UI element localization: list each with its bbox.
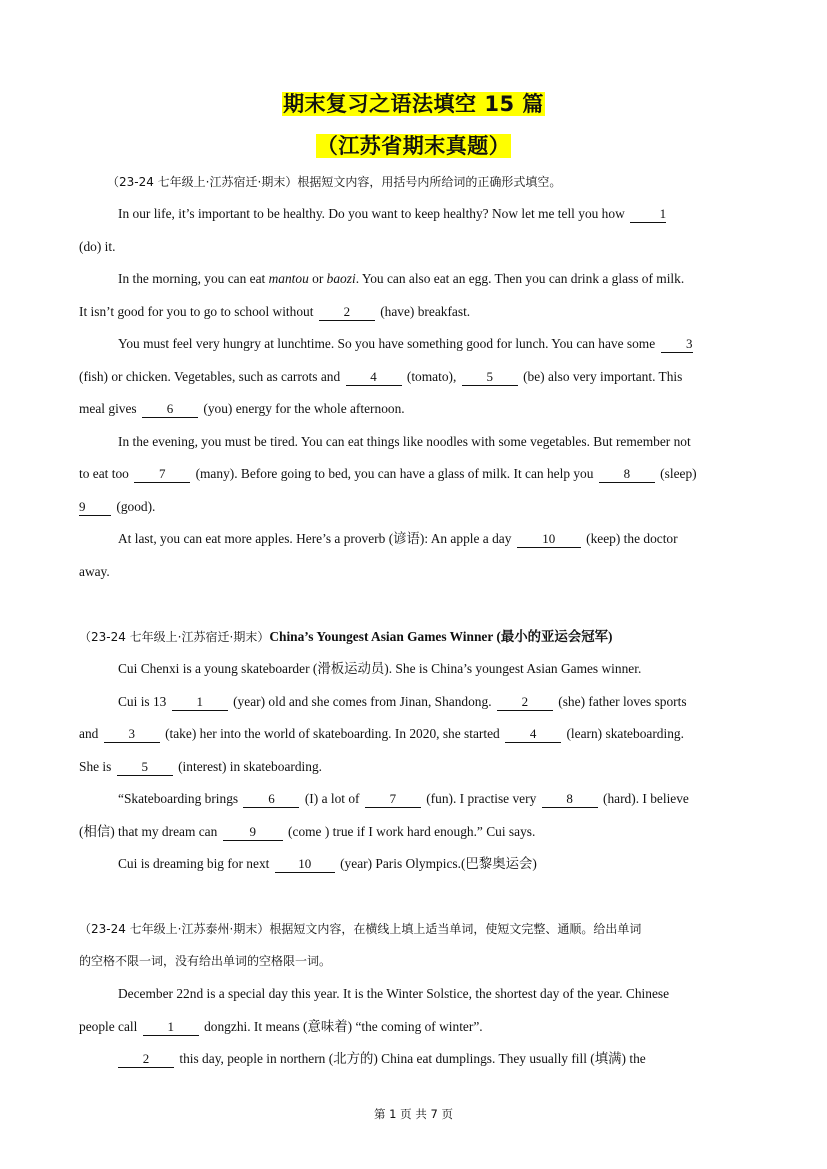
p2-line: (相信) that my dream can 9 (come ) true if I work hard enough.” Cui says. [79,824,536,839]
blank: 2 [497,695,553,711]
p2-line: Cui Chenxi is a young skateboarder (滑板运动员). She is China’s youngest Asian Games winner. [118,661,642,676]
p1-line: In the morning, you can eat mantou or baozi. You can also eat an egg. Then you can drink a glass of milk. [118,271,685,286]
blank: 1 [172,695,228,711]
p1-source: （23-24 七年级上·江苏宿迁·期末）根据短文内容，用括号内所给词的正确形式填空。 [107,175,562,189]
blank: 9 [223,825,283,841]
blank: 10 [517,532,581,548]
p2-heading: China’s Youngest Asian Games Winner (最小的亚运会冠军) [269,629,613,644]
title-sub: （江苏省期末真题） [316,134,511,158]
page-footer: 第 1 页 共 7 页 [374,1107,453,1121]
blank: 9 [79,500,111,516]
p3-source: （23-24 七年级上·江苏泰州·期末）根据短文内容，在横线上填上适当单词，使短文完整、通顺。给出单词 [79,922,642,936]
blank: 6 [243,792,299,808]
p1-line: away. [79,564,110,579]
p1-line: to eat too 7 (many). Before going to bed, you can have a glass of milk. It can help you 8 (sleep) [79,466,697,481]
p3-line: December 22nd is a special day this year. It is the Winter Solstice, the shortest day of the year. Chinese [118,986,670,1001]
blank: 3 [661,337,693,353]
document-title [0,88,827,118]
blank: 6 [142,402,198,418]
blank: 4 [346,370,402,386]
blank: 5 [117,760,173,776]
p1-line: In the evening, you must be tired. You can eat things like noodles with some vegetables. But remember not [118,434,691,449]
p3-line: 2 this day, people in northern (北方的) China eat dumplings. They usually fill (填满) the [118,1051,646,1068]
p2-source-line [79,629,612,645]
blank: 5 [462,370,518,386]
title-main: 期末复习之语法填空 15 篇 [283,92,544,116]
document-subtitle [0,130,827,160]
p1-line: At last, you can eat more apples. Here’s a proverb (谚语): An apple a day 10 (keep) the doctor [118,531,678,546]
p2-line: and 3 (take) her into the world of skateboarding. In 2020, she started 4 (learn) skateboarding. [79,726,684,741]
blank: 8 [542,792,598,808]
p1-line: (do) it. [79,239,116,254]
p2-line: She is 5 (interest) in skateboarding. [79,759,322,774]
blank: 1 [630,207,666,223]
blank: 2 [319,305,375,321]
blank: 7 [365,792,421,808]
blank: 10 [275,857,335,873]
blank: 2 [118,1052,174,1068]
p2-line: Cui is dreaming big for next 10 (year) Paris Olympics.(巴黎奥运会) [118,856,537,871]
p1-line: You must feel very hungry at lunchtime. So you have something good for lunch. You can have some 3 [118,336,693,351]
p3-line: people call 1 dongzhi. It means (意味着) “the coming of winter”. [79,1019,483,1034]
p2-line: “Skateboarding brings 6 (I) a lot of 7 (fun). I practise very 8 (hard). I believe [118,791,689,806]
blank: 7 [134,467,190,483]
p2-line: Cui is 13 1 (year) old and she comes from Jinan, Shandong. 2 (she) father loves sports [118,694,687,709]
blank: 1 [143,1020,199,1036]
p1-line: meal gives 6 (you) energy for the whole afternoon. [79,401,405,416]
blank: 3 [104,727,160,743]
p2-source: （23-24 七年级上·江苏宿迁·期末） [79,630,270,644]
p1-line: 9 (good). [79,499,156,514]
p1-line: In our life, it’s important to be healthy. Do you want to keep healthy? Now let me tell you how 1 [118,206,667,221]
p1-line: It isn’t good for you to go to school without 2 (have) breakfast. [79,304,471,319]
p3-source-cont: 的空格不限一词，没有给出单词的空格限一词。 [79,954,332,968]
blank: 8 [599,467,655,483]
blank: 4 [505,727,561,743]
p1-line: (fish) or chicken. Vegetables, such as carrots and 4 (tomato), 5 (be) also very important. This [79,369,683,384]
